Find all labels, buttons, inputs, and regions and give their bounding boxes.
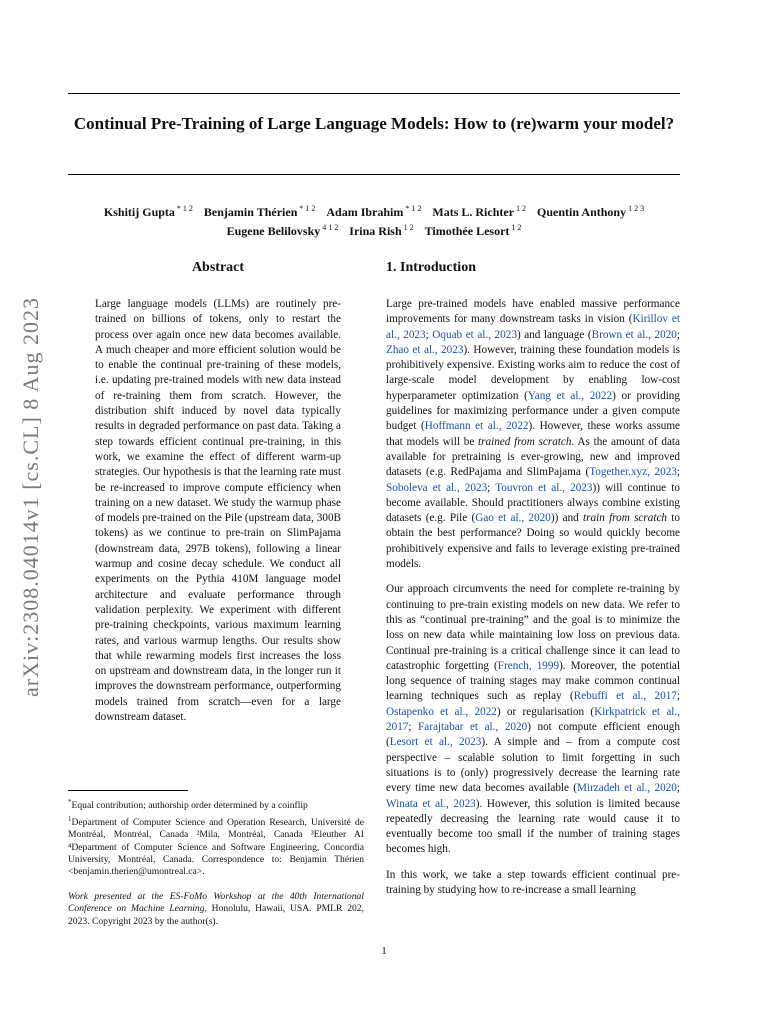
footnote-equal-contribution: *Equal contribution; authorship order determined by a coinflip [68, 798, 308, 812]
right-column [386, 259, 680, 898]
author-name: Eugene Belilovsky $^{4 1 2}$ [226, 223, 339, 238]
author-name: Kshitij Gupta $^{* 1 2}$ [103, 204, 193, 219]
author-name: Quentin Anthony $^{1 2 3}$ [537, 204, 645, 219]
citation-link[interactable]: Oquab et al., 2023 [432, 328, 517, 341]
abstract-text: Large language models (LLMs) are routinely pre-trained on billions of tokens, only to restart the process over again once new data becomes available. A much cheaper and more efficient solution would be to enable the continual pre-training of these models, i.e. updating pre-trained models with new data instead of re-training them from scratch. However, the distribution shift induced by novel data typically results in degraded performance on past data. Taking a step towards efficient continual pre-training, in this work, we examine the effect of different warm-up strategies. Our hypothesis is that the learning rate must be re-increased to improve compute efficiency when training on a new dataset. We study the warmup phase of models pre-trained on the Pile (upstream data, 300B tokens) as we continue to pre-train on SlimPajama (downstream data, 297B tokens), following a linear warmup and cosine decay schedule. We conduct all experiments on the Pythia 410M language model architecture and evaluate performance through validation perplexity. We experiment with different pre-training checkpoints, various maximum learning rates, and various warmup lengths. Our results show that while rewarming models first increases the loss on upstream and downstream data, in the longer run it improves the downstream performance, outperforming models trained from scratch—even for a large downstream dataset. [95, 298, 341, 724]
author-name: Adam Ibrahim $^{* 1 2}$ [326, 204, 422, 219]
citation-link[interactable]: Farajtabar et al., 2020 [418, 721, 528, 734]
author-name: Mats L. Richter $^{1 2}$ [432, 204, 527, 219]
author-name: Timothée Lesort $^{1 2}$ [424, 223, 522, 238]
citation-link[interactable]: Soboleva et al., 2023 [386, 481, 488, 494]
citation-link[interactable]: Mirzadeh et al., 2020 [577, 782, 677, 795]
author-list [68, 201, 680, 239]
emphasis-text: trained from scratch [478, 435, 572, 448]
citation-link[interactable]: Ostapenko et al., 2022 [386, 705, 497, 718]
left-column [95, 259, 341, 725]
intro-paragraph-3: In this work, we take a step towards efficient continual pre-training by studying how to re-increase a small learning [386, 868, 680, 896]
citation-link[interactable]: Hoffmann et al., 2022 [424, 420, 529, 433]
intro-paragraph-2: Our approach circumvents the need for complete re-training by continuing to pre-train existing models on new data. We refer to this as “continual pre-training” and the goal is to minimize the loss on new data while maintaining low loss on previous data. Continual pre-training is a critical challenge since it can lead to catastrophic forgetting (French, 1999). Moreover, the potential long sequence of training stages may make common continual learning techniques such as replay (Rebuffi et al., 2017; Ostapenko et al., 2022) or regularisation (Kirkpatrick et al., 2017; Farajtabar et al., 2020) not compute efficient enough (Lesort et al., 2023). A simple and – from a compute cost perspective – scalable solution to limit forgetting in such situations is to (only) progressively decrease the learning rate every time new data becomes available (Mirzadeh et al., 2020; Winata et al., 2023). However, this solution is limited because repeatedly decreasing the learning rate would cause it to eventually become too small if the number of training stages becomes high. [386, 583, 681, 856]
abstract-heading: Abstract [191, 260, 245, 275]
paper-title: Continual Pre-Training of Large Language Models: How to (re)warm your model? [73, 114, 675, 133]
arxiv-stamp: arXiv:2308.04014v1 [cs.CL] 8 Aug 2023 [18, 297, 43, 698]
author-name: Irina Rish $^{1 2}$ [349, 223, 414, 238]
citation-link[interactable]: Brown et al., 2020 [591, 328, 677, 341]
citation-link[interactable]: Kirillov et al., 2023 [386, 313, 680, 341]
citation-link[interactable]: Yang et al., 2022 [527, 389, 613, 402]
citation-link[interactable]: French, 1999 [497, 659, 560, 672]
footnote-affiliations: $^1$Department of Computer Science and Operation Research, Université de Montréal, Montréal, Canada ²Mila, Montréal, Canada ³Eleuther AI ⁴Department of Computer Science and Software Engineering, Concordia University, Montréal, Canada. Correspondence to: Benjamin Thérien <benjamin.therien@umontreal.ca>. [68, 814, 364, 878]
footnote-rule [68, 790, 188, 791]
citation-link[interactable]: Touvron et al., 2023 [495, 481, 593, 494]
title-rule-bottom [68, 174, 680, 175]
citation-link[interactable]: Lesort et al., 2023 [389, 736, 482, 749]
page-number: 1 [381, 945, 387, 957]
citation-link[interactable]: Winata et al., 2023 [386, 797, 476, 810]
title-rule-top [68, 93, 680, 94]
emphasis-text: train from scratch [583, 512, 667, 525]
citation-link[interactable]: Rebuffi et al., 2017 [573, 690, 677, 703]
citation-link[interactable]: Kirkpatrick et al., 2017 [386, 705, 681, 734]
citation-link[interactable]: Zhao et al., 2023 [386, 343, 464, 356]
footnote-workshop: Work presented at the ES-FoMo Workshop at the 40th International Conference on Machine Learning, Honolulu, Hawaii, USA. PMLR 202, 2023. Copyright 2023 by the author(s). [68, 890, 365, 927]
citation-link[interactable]: Gao et al., 2020 [475, 512, 551, 525]
citation-link[interactable]: Together.xyz, 2023 [589, 466, 677, 479]
introduction-heading: 1. Introduction [386, 260, 476, 275]
workshop-venue: Work presented at the ES-FoMo Workshop at the 40th International Conference on Machine Learning [68, 890, 364, 915]
intro-paragraph-1: Large pre-trained models have enabled massive performance improvements for many downstream tasks in vision (Kirillov et al., 2023; Oquab et al., 2023) and language (Brown et al., 2020; Zhao et al., 2023). However, training these foundation models is prohibitively expensive. Existing works aim to reduce the cost of large-scale model development by enabling low-cost hyperparameter optimization (Yang et al., 2022) or providing guidelines for maximizing performance under a given compute budget (Hoffmann et al., 2022). However, these works assume that models will be trained from scratch. As the amount of data available for pretraining is ever-growing, new and improved datasets (e.g. RedPajama and SlimPajama (Together.xyz, 2023; Soboleva et al., 2023; Touvron et al., 2023)) will continue to become available. Should practitioners always combine existing datasets (e.g. Pile (Gao et al., 2020)) and train from scratch to obtain the best performance? Doing so would quickly become prohibitively expensive and fails to leverage existing pre-trained models. [386, 298, 681, 571]
author-name: Benjamin Thérien $^{* 1 2}$ [203, 204, 316, 219]
footnotes [68, 796, 364, 928]
